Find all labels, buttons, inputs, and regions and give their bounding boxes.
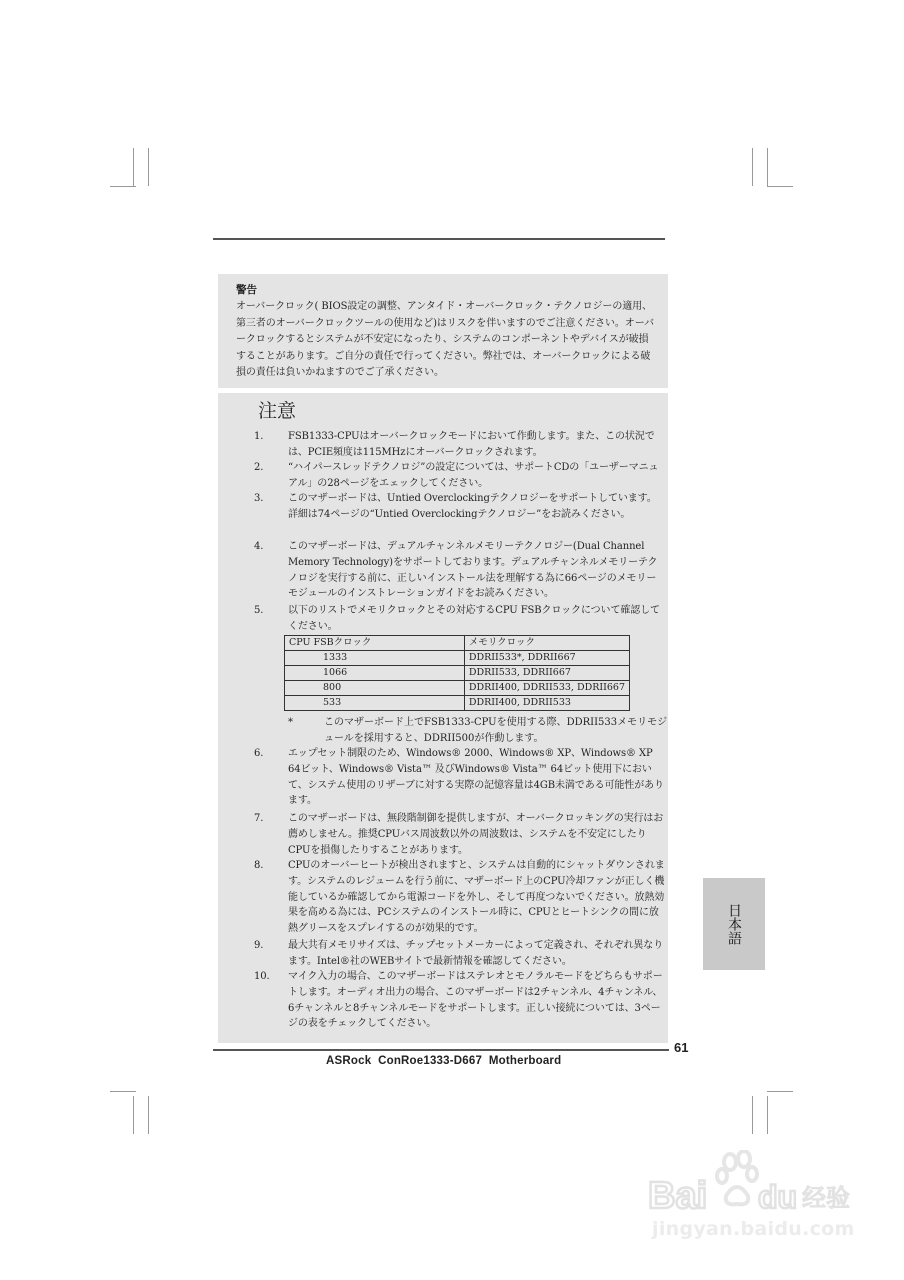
- table-cell: 1066: [285, 666, 465, 681]
- footnote-text: このマザーボード上でFSB1333-CPUを使用する際、DDRII533メモリモジュールを採用すると、DDRII500が作動します。: [324, 717, 668, 744]
- crop-mark: [767, 186, 793, 187]
- note-number: 3.: [254, 493, 264, 504]
- crop-mark: [767, 1096, 768, 1134]
- note-number: 1.: [254, 431, 264, 442]
- page-number: 61: [674, 1040, 689, 1055]
- table-row: [285, 696, 630, 711]
- crop-mark: [148, 148, 149, 186]
- notes-box: [218, 393, 668, 1043]
- warning-body: オーバークロック( BIOS設定の調整、アンタイド・オーバークロック・テクノロジーの適用、第三者のオーバークロックツールの使用など)はリスクを伴いますのでご注意ください。オーバークロックするとシステムが不安定になったり、システムのコンポーネントやデバイスが破損することがあります。ご自分の責任で行ってください。弊社では、オーバークロックによる破損の責任は負いかねますのでご了承ください。: [236, 301, 655, 378]
- svg-text:Bai: Bai: [648, 1175, 708, 1216]
- note-number: 6.: [254, 748, 264, 759]
- watermark-url: jingyan.baidu.com: [652, 1218, 855, 1240]
- note-number: 9.: [254, 940, 264, 951]
- footnote-mark: *: [288, 717, 293, 728]
- svg-text:du: du: [758, 1179, 798, 1215]
- table-row: [285, 681, 630, 696]
- note-text: 最大共有メモリサイズは、チップセットメーカーによって定義され、それぞれ異なります。Intel®社のWEBサイトで最新情報を確認してください。: [288, 940, 664, 967]
- notes-title: 注意: [258, 400, 297, 422]
- note-text: マイク入力の場合、このマザーボードはステレオとモノラルモードをどちらもサポートします。オーディオ出力の場合、このマザーボードは2チャンネル、4チャンネル、6チャンネルと8チャンネルモードをサポートします。正しい接続については、3ページの表をチェックしてください。: [288, 971, 663, 1030]
- table-header-row: [285, 636, 630, 651]
- table-header-cell: CPU FSBクロック: [285, 636, 465, 651]
- note-number: 4.: [254, 541, 264, 552]
- table-cell: DDRII533, DDRII667: [464, 666, 629, 681]
- note-number: 7.: [254, 813, 264, 824]
- crop-mark: [110, 186, 136, 187]
- note-text: このマザーボードは、無段階制御を提供しますが、オーバークロッキングの実行はお薦めしません。推奨CPUバス周波数以外の周波数は、システムを不安定にしたりCPUを損傷したりすることがあります。: [288, 813, 664, 856]
- note-text: CPUのオーバーヒートが検出されますと、システムは自動的にシャットダウンされます。システムのレジュームを行う前に、マザーボード上のCPU冷却ファンが正しく機能しているか確認してから電源コードを外し、そして再度つないでください。放熱効果を高める為には、PCシステムのインストール時に、CPUとヒートシンクの間に放熱グリースをスプレイするのが効果的です。: [288, 860, 665, 935]
- table-cell: DDRII533*, DDRII667: [464, 651, 629, 666]
- note-text: FSB1333-CPUはオーバークロックモードにおいて作動します。また、この状況では、PCIE頻度は115MHzにオーバークロックされます。: [288, 431, 655, 458]
- crop-mark: [752, 148, 753, 186]
- warning-box: [218, 274, 668, 388]
- baidu-watermark: [646, 1150, 856, 1250]
- footer-model-name: ASRock ConRoe1333-D667 Motherboard: [326, 1055, 562, 1067]
- bottom-rule: [213, 1049, 669, 1051]
- table-cell: 533: [285, 696, 465, 711]
- note-text: 以下のリストでメモリクロックとその対応するCPU FSBクロックについて確認してください。: [288, 605, 660, 632]
- baidu-paw-logo-icon: [646, 1150, 856, 1216]
- table-cell: DDRII400, DDRII533: [464, 696, 629, 711]
- note-text: エップセット制限のため、Windows® 2000、Windows® XP、Windows® XP 64ビット、Windows® Vista™ 及びWindows® Vista™ 64ビット使用下において、システム使用のリザーブに対する実際の記憶容量は4GB未満である可能性があります。: [288, 748, 664, 807]
- crop-mark: [752, 1096, 753, 1134]
- note-number: 8.: [254, 860, 264, 871]
- crop-mark: [767, 148, 768, 186]
- table-cell: 1333: [285, 651, 465, 666]
- crop-mark: [148, 1096, 149, 1134]
- note-text: “ハイパースレッドテクノロジ”の設定については、サポートCDの「ユーザーマニュアル」の28ページをエェックしてください。: [288, 462, 659, 489]
- table-header-cell: メモリクロック: [464, 636, 629, 651]
- table-row: [285, 666, 630, 681]
- top-rule: [213, 238, 665, 240]
- language-tab-label: 日本語: [726, 903, 742, 945]
- warning-title: 警告: [236, 284, 257, 296]
- svg-text:经验: 经验: [802, 1184, 850, 1212]
- note-number: 5.: [254, 605, 264, 616]
- crop-mark: [133, 1096, 134, 1134]
- language-tab: [703, 878, 765, 970]
- table-cell: DDRII400, DDRII533, DDRII667: [464, 681, 629, 696]
- note-text: このマザーボードは、Untied Overclockingテクノロジーをサポートしています。詳細は74ページの“Untied Overclockingテクノロジー”をお読みください。: [288, 493, 657, 520]
- note-text: このマザーボードは、デュアルチャンネルメモリーテクノロジー(Dual Channel Memory Technology)をサポートしております。デュアルチャンネルメモリーテクノロジを実行する前に、正しいインストール法を理解する為に66ページのメモリーモジュールのインストレーションガイドをお読みください。: [288, 541, 658, 600]
- table-row: [285, 651, 630, 666]
- crop-mark: [133, 148, 134, 186]
- crop-mark: [767, 1091, 793, 1092]
- table-cell: 800: [285, 681, 465, 696]
- note-number: 10.: [254, 971, 270, 982]
- crop-mark: [110, 1091, 136, 1092]
- fsb-memory-table: [284, 635, 630, 711]
- note-number: 2.: [254, 462, 264, 473]
